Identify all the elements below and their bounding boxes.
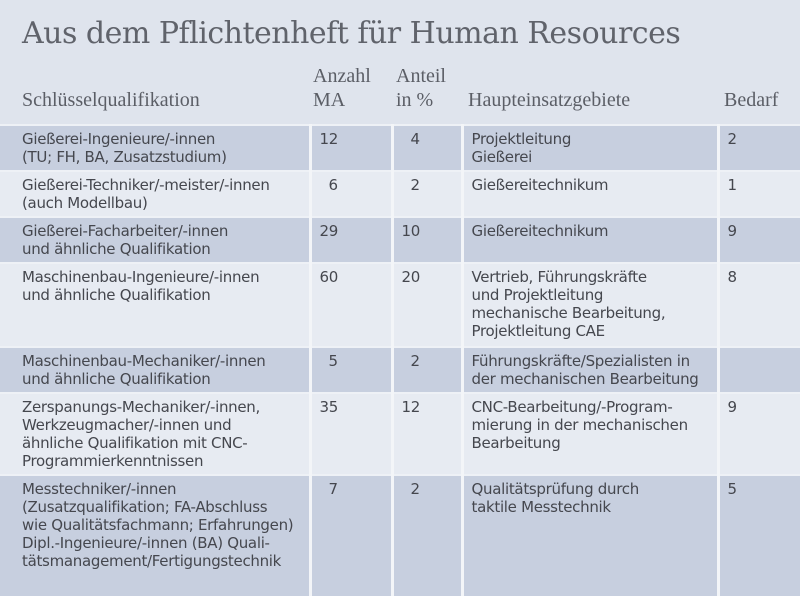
qual-line: Gießerei-Facharbeiter/-innen xyxy=(22,222,229,240)
gebiete-line: Gießereitechnikum xyxy=(471,222,609,240)
qual-line: und ähnliche Qualifikation xyxy=(22,286,211,304)
cell-anzahl xyxy=(310,393,392,475)
cell-qual xyxy=(0,475,310,596)
gebiete-line: Qualitätsprüfung durch xyxy=(471,480,639,498)
cell-anteil xyxy=(392,475,462,596)
header-anzahl-line2: MA xyxy=(313,89,346,111)
anteil-value: 2 xyxy=(410,176,420,194)
qual-line: Gießerei-Ingenieure/-innen xyxy=(22,130,216,148)
anteil-value: 2 xyxy=(410,352,420,370)
header-gebiete: Haupteinsatzgebiete xyxy=(468,89,631,111)
cell-bedarf xyxy=(718,263,800,347)
cell-anzahl xyxy=(310,263,392,347)
cell-anzahl xyxy=(310,125,392,171)
gebiete-line: taktile Messtechnik xyxy=(471,498,611,516)
anzahl-value: 60 xyxy=(319,268,338,286)
table-row xyxy=(0,263,800,347)
anteil-value: 12 xyxy=(401,398,420,416)
cell-anteil xyxy=(392,125,462,171)
cell-anteil xyxy=(392,171,462,217)
qual-line: wie Qualitätsfachmann; Erfahrungen) xyxy=(22,516,294,534)
gebiete-line: Projektleitung xyxy=(471,130,572,148)
qual-line: Maschinenbau-Mechaniker/-innen xyxy=(22,352,266,370)
cell-bedarf xyxy=(718,217,800,263)
anzahl-value: 5 xyxy=(328,352,338,370)
cell-anzahl xyxy=(310,217,392,263)
cell-qual xyxy=(0,171,310,217)
cell-anteil xyxy=(392,393,462,475)
table-row xyxy=(0,171,800,217)
table-row xyxy=(0,475,800,596)
cell-qual xyxy=(0,393,310,475)
cell-anteil xyxy=(392,347,462,393)
cell-anteil xyxy=(392,217,462,263)
gebiete-line: Gießereitechnikum xyxy=(471,176,609,194)
bedarf-value: 2 xyxy=(727,130,737,148)
anteil-value: 4 xyxy=(410,130,420,148)
header-anzahl-line1: Anzahl xyxy=(313,65,371,87)
anzahl-value: 12 xyxy=(319,130,338,148)
cell-gebiete xyxy=(462,393,718,475)
cell-bedarf xyxy=(718,475,800,596)
cell-anzahl xyxy=(310,171,392,217)
cell-gebiete xyxy=(462,171,718,217)
gebiete-line: der mechanischen Bearbeitung xyxy=(471,370,699,388)
qual-line: und ähnliche Qualifikation xyxy=(22,240,211,258)
page-title: Aus dem Pflichtenheft für Human Resources xyxy=(22,16,681,51)
qual-line: Zerspanungs-Mechaniker/-innen, xyxy=(22,398,260,416)
qual-line: Messtechniker/-innen xyxy=(22,480,177,498)
cell-bedarf xyxy=(718,125,800,171)
table-row xyxy=(0,125,800,171)
anzahl-value: 35 xyxy=(319,398,338,416)
table-row xyxy=(0,347,800,393)
cell-gebiete xyxy=(462,263,718,347)
anzahl-value: 29 xyxy=(319,222,338,240)
anzahl-value: 7 xyxy=(328,480,338,498)
header-qualification: Schlüsselqualifikation xyxy=(22,89,200,111)
cell-qual xyxy=(0,217,310,263)
cell-qual xyxy=(0,263,310,347)
gebiete-line: Projektleitung CAE xyxy=(471,322,605,340)
qual-line: (auch Modellbau) xyxy=(22,194,148,212)
bedarf-value: 5 xyxy=(727,480,737,498)
cell-gebiete xyxy=(462,347,718,393)
anteil-value: 10 xyxy=(401,222,420,240)
qual-line: (Zusatzqualifikation; FA-Abschluss xyxy=(22,498,268,516)
gebiete-line: und Projektleitung xyxy=(471,286,604,304)
qual-line: Werkzeugmacher/-innen und xyxy=(22,416,232,434)
cell-qual xyxy=(0,347,310,393)
qualification-table xyxy=(0,124,800,596)
header-anzahl xyxy=(313,64,371,112)
gebiete-line: mechanische Bearbeitung, xyxy=(471,304,666,322)
qual-line: Maschinenbau-Ingenieure/-innen xyxy=(22,268,260,286)
cell-gebiete xyxy=(462,217,718,263)
bedarf-value: 9 xyxy=(727,222,737,240)
gebiete-line: Führungskräfte/Spezialisten in xyxy=(471,352,690,370)
cell-gebiete xyxy=(462,125,718,171)
qual-line: Dipl.-Ingenieure/-innen (BA) Quali- xyxy=(22,534,270,552)
anzahl-value: 6 xyxy=(328,176,338,194)
cell-anzahl xyxy=(310,475,392,596)
cell-gebiete xyxy=(462,475,718,596)
header-anteil-line2: in % xyxy=(396,89,434,111)
qual-line: Gießerei-Techniker/-meister/-innen xyxy=(22,176,270,194)
bedarf-value: 8 xyxy=(727,268,737,286)
gebiete-line: Vertrieb, Führungskräfte xyxy=(471,268,647,286)
header-anteil-line1: Anteil xyxy=(396,65,446,87)
gebiete-line: Bearbeitung xyxy=(471,434,561,452)
qual-line: Programmierkenntnissen xyxy=(22,452,204,470)
table-row xyxy=(0,393,800,475)
qual-line: ähnliche Qualifikation mit CNC- xyxy=(22,434,248,452)
anteil-value: 20 xyxy=(401,268,420,286)
table-row xyxy=(0,217,800,263)
cell-qual xyxy=(0,125,310,171)
qual-line: tätsmanagement/Fertigungstechnik xyxy=(22,552,282,570)
qual-line: und ähnliche Qualifikation xyxy=(22,370,211,388)
anteil-value: 2 xyxy=(410,480,420,498)
gebiete-line: mierung in der mechanischen xyxy=(471,416,688,434)
cell-bedarf xyxy=(718,393,800,475)
cell-bedarf xyxy=(718,347,800,393)
cell-anzahl xyxy=(310,347,392,393)
header-bedarf: Bedarf xyxy=(724,89,779,111)
cell-bedarf xyxy=(718,171,800,217)
cell-anteil xyxy=(392,263,462,347)
qual-line: (TU; FH, BA, Zusatzstudium) xyxy=(22,148,227,166)
bedarf-value: 9 xyxy=(727,398,737,416)
gebiete-line: Gießerei xyxy=(471,148,533,166)
bedarf-value: 1 xyxy=(727,176,737,194)
header-anteil xyxy=(396,64,446,112)
gebiete-line: CNC-Bearbeitung/-Program- xyxy=(471,398,673,416)
